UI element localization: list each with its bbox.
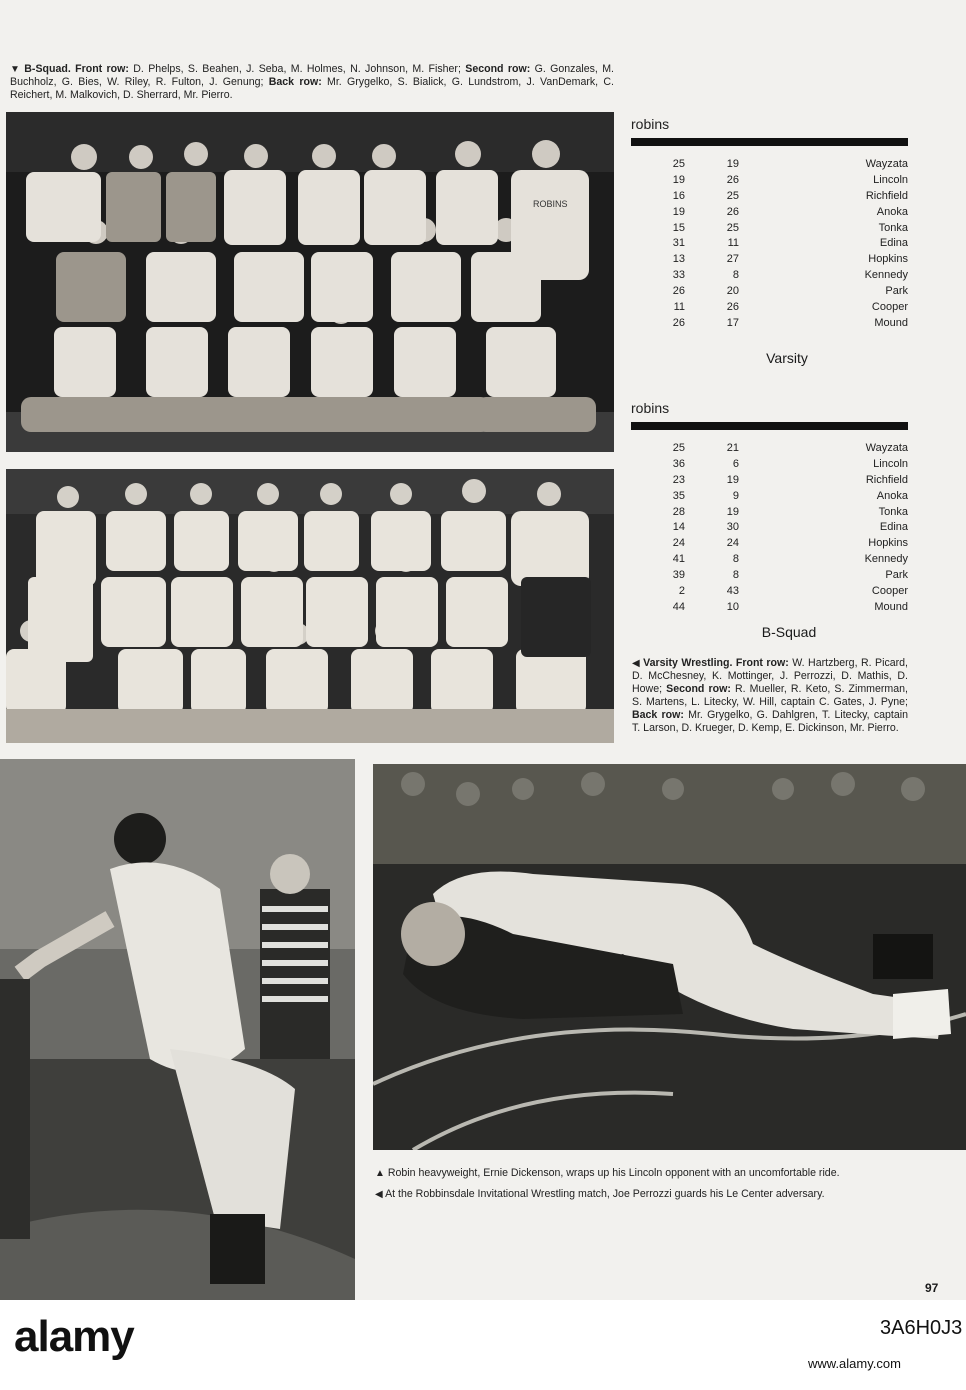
score-row: 19 26 Lincoln <box>672 173 908 186</box>
score-row: 11 26 Cooper <box>673 301 908 314</box>
score-row: 25 21 Wayzata <box>672 442 908 454</box>
varsity-back-names: Mr. Grygelko, G. Dahlgren, T. Litecky, captain T. Larson, D. Krueger, D. Kemp, E. Dickinson, Mr. Pierro. <box>632 709 908 734</box>
score-row: 23 19 Richfield <box>672 473 908 486</box>
score-row: 44 10 Mound <box>672 600 908 613</box>
varsity-back-label: Back row: <box>632 709 684 721</box>
varsity-front-names: W. Hartzberg, R. Picard, D. McChesney, K. Mottinger, J. Perrozzi, D. Mathis, D. Howe; <box>632 657 908 695</box>
action-captions <box>375 1165 935 1203</box>
score-row: 24 24 Hopkins <box>672 537 908 550</box>
bsquad-label: B-Squad. <box>24 63 71 75</box>
bsquad-score-table <box>631 400 908 616</box>
score-row: 35 9 Anoka <box>672 489 908 502</box>
score-row: 33 8 Kennedy <box>672 269 908 282</box>
varsity-second-label: Second row: <box>666 683 731 695</box>
score-divider <box>631 422 908 430</box>
alamy-url: www.alamy.com <box>808 1356 901 1371</box>
score-row: 15 25 Tonka <box>672 221 908 234</box>
score-row: 31 11 Edina <box>672 237 908 250</box>
perrozzi-action-photo <box>0 759 355 1300</box>
score-row: 26 20 Park <box>672 285 908 298</box>
watermark-bar <box>0 1300 966 1390</box>
image-id: 3A6H0J3 <box>880 1317 963 1339</box>
varsity-caption <box>632 657 908 735</box>
alamy-logo: alamy <box>14 1312 134 1361</box>
score-row: 16 25 Richfield <box>672 189 908 202</box>
bsquad-caption <box>10 63 614 102</box>
bsquad-score-title: B-Squad <box>761 624 817 640</box>
score-row: 41 8 Kennedy <box>672 553 908 566</box>
photo-shirt-text: ROBINS <box>533 199 568 209</box>
varsity-second-names: R. Mueller, R. Keto, S. Zimmerman, S. Martens, L. Litecky, W. Hill, captain C. Gates, J. Pyne; <box>632 683 908 708</box>
score-row: 39 8 Park <box>672 569 908 582</box>
varsity-team-photo <box>6 469 614 743</box>
bsquad-front-label: Front row: <box>75 63 129 75</box>
varsity-score-header: robins <box>631 116 670 132</box>
perrozzi-caption-text: At the Robbinsdale Invitational Wrestling match, Joe Perrozzi guards his Le Center adversary. <box>385 1188 825 1200</box>
varsity-label: Varsity Wrestling. <box>643 657 733 669</box>
dickinson-action-photo <box>373 764 966 1150</box>
varsity-score-title: Varsity <box>766 350 808 366</box>
score-row: 28 19 Tonka <box>672 505 908 518</box>
bsquad-front-names: D. Phelps, S. Beahen, J. Seba, M. Holmes, N. Johnson, M. Fisher; <box>133 63 461 75</box>
score-row: 36 6 Lincoln <box>672 457 908 470</box>
up-triangle-icon: ▲ <box>375 1168 385 1179</box>
down-triangle-icon: ▼ <box>10 64 20 75</box>
varsity-score-table <box>631 116 908 332</box>
bsquad-second-label: Second row: <box>465 63 531 75</box>
score-row: 13 27 Hopkins <box>672 253 908 266</box>
left-triangle-icon: ◀ <box>375 1189 383 1200</box>
score-row: 26 17 Mound <box>672 316 908 329</box>
bsquad-team-photo <box>6 112 614 452</box>
dickinson-caption <box>375 1165 935 1182</box>
score-divider <box>631 138 908 146</box>
perrozzi-caption <box>375 1186 935 1203</box>
left-triangle-icon: ◀ <box>632 658 640 669</box>
score-row: 19 26 Anoka <box>672 205 908 218</box>
page-number: 97 <box>925 1281 939 1295</box>
score-row: 14 30 Edina <box>672 521 908 534</box>
score-row: 2 43 Cooper <box>678 585 908 598</box>
bsquad-back-label: Back row: <box>268 76 322 88</box>
dickinson-caption-text: Robin heavyweight, Ernie Dickenson, wraps up his Lincoln opponent with an uncomfortable ride. <box>387 1167 840 1179</box>
bsquad-score-header: robins <box>631 400 670 416</box>
score-row: 25 19 Wayzata <box>672 158 908 170</box>
bsquad-back-names: Mr. Grygelko, S. Bialick, G. Lundstrom, J. VanDemark, C. Reichert, M. Malkovich, D. Sherrard, Mr. Pierro. <box>10 76 615 101</box>
varsity-front-label: Front row: <box>735 657 789 669</box>
bsquad-second-names: G. Gonzales, M. Buchholz, G. Bies, W. Riley, R. Fulton, J. Genung; <box>10 63 614 88</box>
